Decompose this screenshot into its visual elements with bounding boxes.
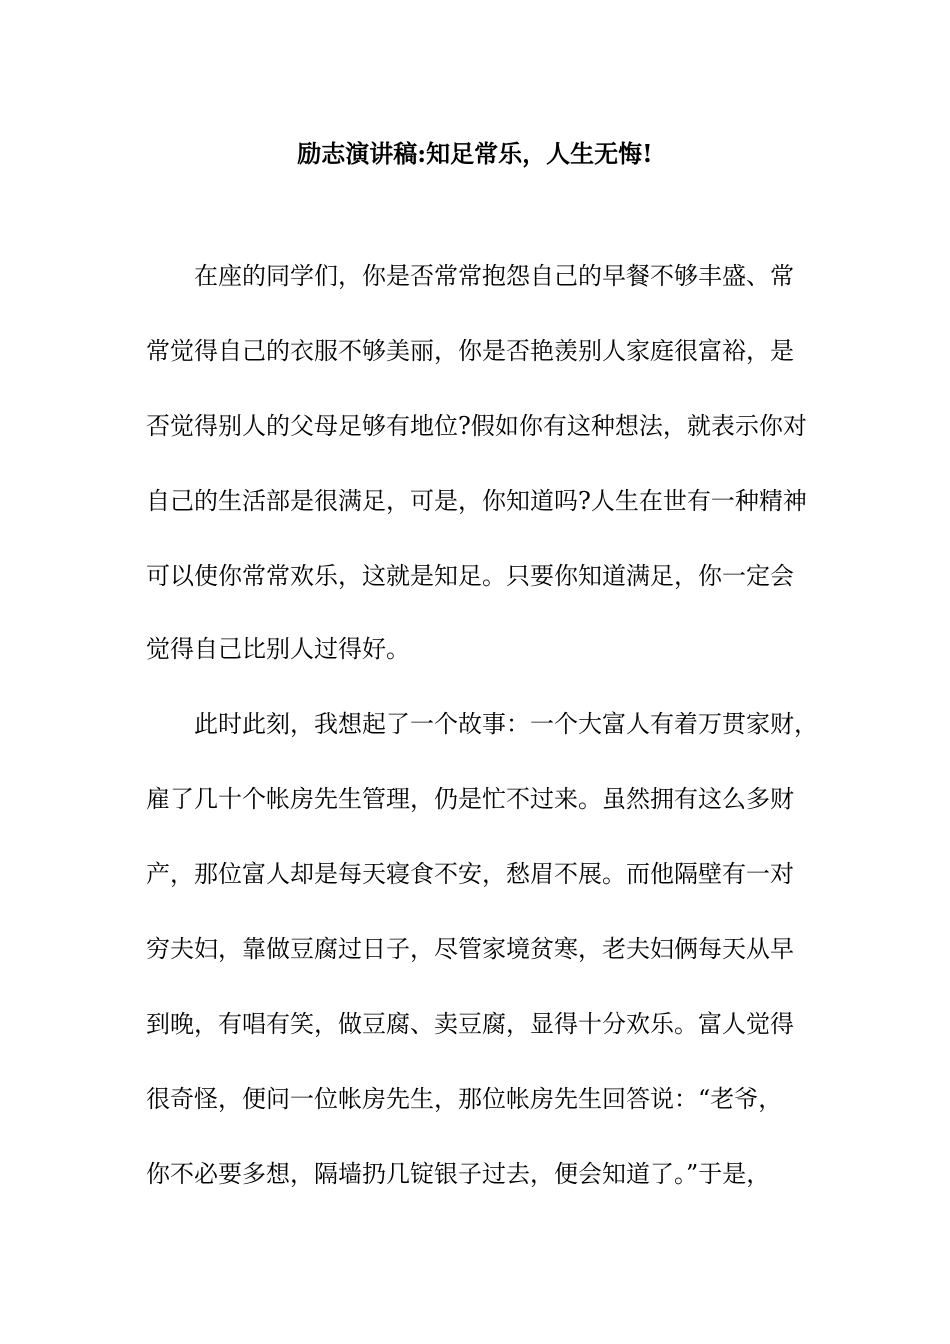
paragraph-1-line-3: 否觉得别人的父母足够有地位?假如你有这种想法，就表示你对 <box>146 412 807 440</box>
paragraph-2-line-1: 此时此刻，我想起了一个故事：一个大富人有着万贯家财， <box>194 710 818 738</box>
paragraph-2-line-2: 雇了几十个帐房先生管理，仍是忙不过来。虽然拥有这么多财 <box>146 785 794 813</box>
paragraph-1-line-2: 常觉得自己的衣服不够美丽，你是否艳羡别人家庭很富裕，是 <box>146 337 794 365</box>
paragraph-2-line-6: 很奇怪，便问一位帐房先生，那位帐房先生回答说：“老爷， <box>146 1085 783 1113</box>
paragraph-2-line-4: 穷夫妇，靠做豆腐过日子，尽管家境贫寒，老夫妇俩每天从早 <box>146 935 794 963</box>
paragraph-1-line-6: 觉得自己比别人过得好。 <box>146 635 410 663</box>
paragraph-2-line-7: 你不必要多想，隔墙扔几锭银子过去，便会知道了。”于是， <box>146 1160 771 1188</box>
paragraph-1-line-1: 在座的同学们，你是否常常抱怨自己的早餐不够丰盛、常 <box>194 262 794 290</box>
document-title: 励志演讲稿:知足常乐，人生无悔! <box>297 139 653 168</box>
paragraph-1-line-5: 可以使你常常欢乐，这就是知足。只要你知道满足，你一定会 <box>146 562 794 590</box>
paragraph-1-line-4: 自己的生活部是很满足，可是，你知道吗?人生在世有一种精神 <box>146 487 807 515</box>
paragraph-2-line-5: 到晚，有唱有笑，做豆腐、卖豆腐，显得十分欢乐。富人觉得 <box>146 1010 794 1038</box>
paragraph-2-line-3: 产，那位富人却是每天寝食不安，愁眉不展。而他隔壁有一对 <box>146 860 794 888</box>
